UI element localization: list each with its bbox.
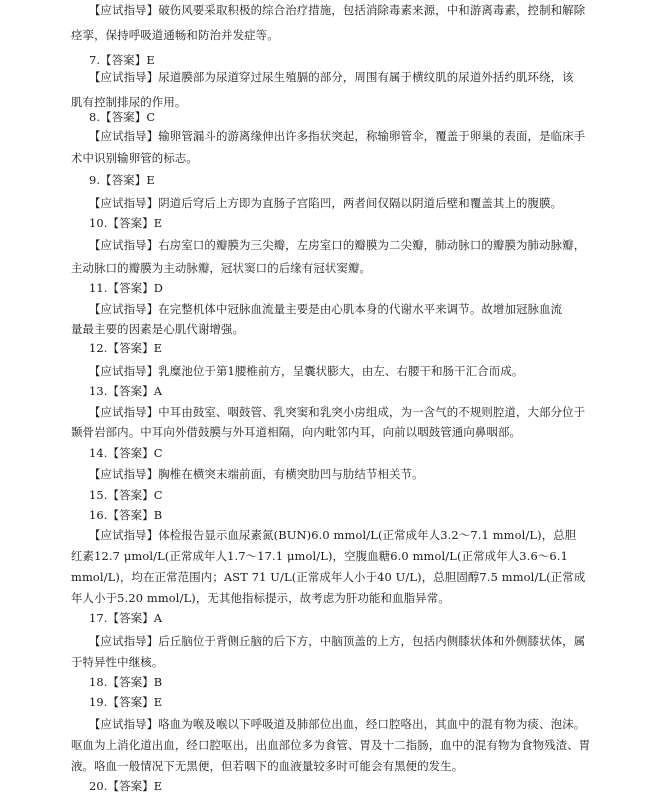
answer-line: 8.【答案】C bbox=[89, 110, 156, 124]
answer-line: 11.【答案】D bbox=[89, 281, 164, 295]
text-line: 【应试指导】胸椎在横突末端前面，有横突肋凹与肋结节相关节。 bbox=[89, 467, 424, 481]
answer-line: 14.【答案】C bbox=[89, 446, 163, 460]
text-line: 主动脉口的瓣膜为主动脉瓣，冠状窦口的后缘有冠状窦瓣。 bbox=[71, 261, 372, 275]
text-line: 术中识别输卵管的标志。 bbox=[71, 151, 198, 165]
text-line: mmol/L)，均在正常范围内；AST 71 U/L(正常成年人小于40 U/L)，总胆固醇7.5 mmol/L(正常成 bbox=[71, 570, 586, 584]
text-line: 【应试指导】在完整机体中冠脉血流量主要是由心肌本身的代谢水平来调节。故增加冠脉血流 bbox=[89, 302, 563, 316]
text-line: 液。咯血一般情况下无黑便，但若咽下的血液量较多时可能会有黑便的发生。 bbox=[71, 759, 464, 773]
answer-line: 17.【答案】A bbox=[89, 611, 163, 625]
answer-line: 16.【答案】B bbox=[89, 508, 163, 522]
text-line: 肌有控制排尿的作用。 bbox=[71, 95, 187, 109]
answer-line: 12.【答案】E bbox=[89, 341, 163, 355]
text-line: 【应试指导】破伤风要采取积极的综合治疗措施，包括消除毒素来源，中和游离毒素，控制和解除 bbox=[89, 3, 586, 17]
text-line: 于特异性中继核。 bbox=[71, 655, 164, 669]
answer-line: 20.【答案】E bbox=[89, 779, 163, 793]
answer-line: 10.【答案】E bbox=[89, 216, 163, 230]
answer-line: 18.【答案】B bbox=[89, 675, 163, 689]
answer-line: 9.【答案】E bbox=[89, 173, 155, 187]
text-line: 【应试指导】体检报告显示血尿素氮(BUN)6.0 mmol/L(正常成年人3.2～7.1 mmol/L)，总胆 bbox=[89, 528, 577, 542]
text-line: 【应试指导】尿道膜部为尿道穿过尿生殖膈的部分，周围有属于横纹肌的尿道外括约肌环绕，该 bbox=[89, 70, 574, 84]
answer-line: 13.【答案】A bbox=[89, 384, 163, 398]
text-line: 【应试指导】中耳由鼓室、咽鼓管、乳突窦和乳突小房组成，为一含气的不规则腔道，大部分位于 bbox=[89, 405, 586, 419]
answer-line: 19.【答案】E bbox=[89, 695, 163, 709]
text-line: 【应试指导】右房室口的瓣膜为三尖瓣，左房室口的瓣膜为二尖瓣，肺动脉口的瓣膜为肺动脉瓣， bbox=[89, 238, 586, 252]
answer-line: 15.【答案】C bbox=[89, 488, 163, 502]
text-line: 【应试指导】阴道后穹后上方即为直肠子宫陷凹，两者间仅隔以阴道后壁和覆盖其上的腹膜。 bbox=[89, 196, 563, 210]
text-line: 年人小于5.20 mmol/L)，无其他指标提示，故考虑为肝功能和血脂异常。 bbox=[71, 591, 450, 605]
text-line: 【应试指导】输卵管漏斗的游离缘伸出许多指状突起，称输卵管伞，覆盖于卵巢的表面，是临床手 bbox=[89, 129, 586, 143]
text-line: 呕血为上消化道出血，经口腔呕出，出血部位多为食管、胃及十二指肠，血中的混有物为食物残渣、胃 bbox=[71, 738, 591, 752]
text-line: 量最主要的因素是心肌代谢增强。 bbox=[71, 322, 245, 336]
answer-line: 7.【答案】E bbox=[89, 53, 155, 67]
text-line: 颞骨岩部内。中耳向外借鼓膜与外耳道相隔，向内毗邻内耳，向前以咽鼓管通向鼻咽部。 bbox=[71, 425, 522, 439]
text-line: 痉挛，保持呼吸道通畅和防治并发症等。 bbox=[71, 28, 279, 42]
text-line: 红素12.7 μmol/L(正常成年人1.7～17.1 μmol/L)，空腹血糖6.0 mmol/L(正常成年人3.6～6.1 bbox=[71, 549, 568, 563]
text-line: 【应试指导】后丘脑位于背侧丘脑的后下方，中脑顶盖的上方，包括内侧膝状体和外侧膝状体，属 bbox=[89, 634, 586, 648]
text-line: 【应试指导】乳糜池位于第1腰椎前方，呈囊状膨大，由左、右腰干和肠干汇合而成。 bbox=[89, 364, 524, 378]
text-line: 【应试指导】咯血为喉及喉以下呼吸道及肺部位出血，经口腔咯出，其血中的混有物为痰、泡沫。 bbox=[89, 717, 586, 731]
